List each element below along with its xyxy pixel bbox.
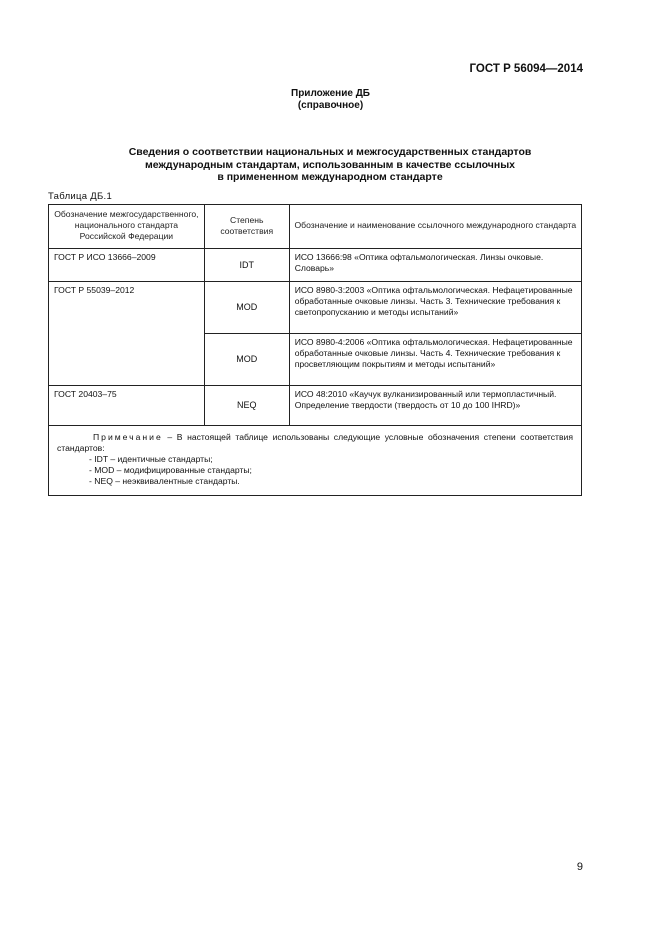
table-row [49,386,582,426]
international-standard-cell: ИСО 8980-4:2006 «Оптика офтальмологическая. Нефацетированные обработанные очковые линзы. Часть 4. Технические требования к просветляющим покрытиям и методы испытаний» [289,334,581,386]
national-standard-cell: ГОСТ Р 55039–2012 [49,282,205,386]
correspondence-table [48,204,582,496]
note-body: В настоящей таблице использованы следующие условные обозначения степени соответствия стандартов: [57,432,573,453]
page-number: 9 [576,861,583,873]
table-note-row [49,426,582,496]
header-international-standard: Обозначение и наименование ссылочного международного стандарта [289,205,581,249]
table-caption: Таблица ДБ.1 [48,191,113,202]
note-item-idt: - IDT – идентичные стандарты; [89,454,213,464]
section-heading [60,146,600,184]
heading-line-1: Сведения о соответствии национальных и межгосударственных стандартов [128,146,532,158]
heading-line-2: международным стандартам, использованным в качестве ссылочных [144,158,515,171]
note-text [57,432,573,454]
degree-cell: IDT [204,249,289,282]
table-header-row [49,205,582,249]
annex-block [0,88,661,112]
heading-line-3: в примененном международном стандарте [217,171,443,183]
degree-cell: MOD [204,282,289,334]
national-standard-cell: ГОСТ Р ИСО 13666–2009 [49,249,205,282]
national-standard-cell: ГОСТ 20403–75 [49,386,205,426]
international-standard-cell: ИСО 13666:98 «Оптика офтальмологическая. Линзы очковые. Словарь» [289,249,581,282]
note-item-mod: - MOD – модифицированные стандарты; [89,465,252,475]
table-note [49,426,582,496]
table-row [49,282,582,334]
document-code: ГОСТ Р 56094—2014 [469,63,583,75]
degree-cell: NEQ [204,386,289,426]
annex-title: Приложение ДБ [291,88,370,99]
note-label: Примечание [93,432,163,442]
header-degree: Степень соответствия [204,205,289,249]
table-row [49,249,582,282]
international-standard-cell: ИСО 48:2010 «Каучук вулканизированный или термопластичный. Определение твердости (твердость от 10 до 100 IHRD)» [289,386,581,426]
header-national-standard: Обозначение межгосударственного, национального стандарта Российской Федерации [49,205,205,249]
note-item-neq: - NEQ – неэквивалентные стандарты. [89,476,240,486]
degree-cell: MOD [204,334,289,386]
annex-subtitle: (справочное) [297,100,364,111]
international-standard-cell: ИСО 8980-3:2003 «Оптика офтальмологическая. Нефацетированные обработанные очковые линзы. Часть 3. Технические требования к светопропусканию и методы испытаний» [289,282,581,334]
note-dash: – [162,432,177,442]
